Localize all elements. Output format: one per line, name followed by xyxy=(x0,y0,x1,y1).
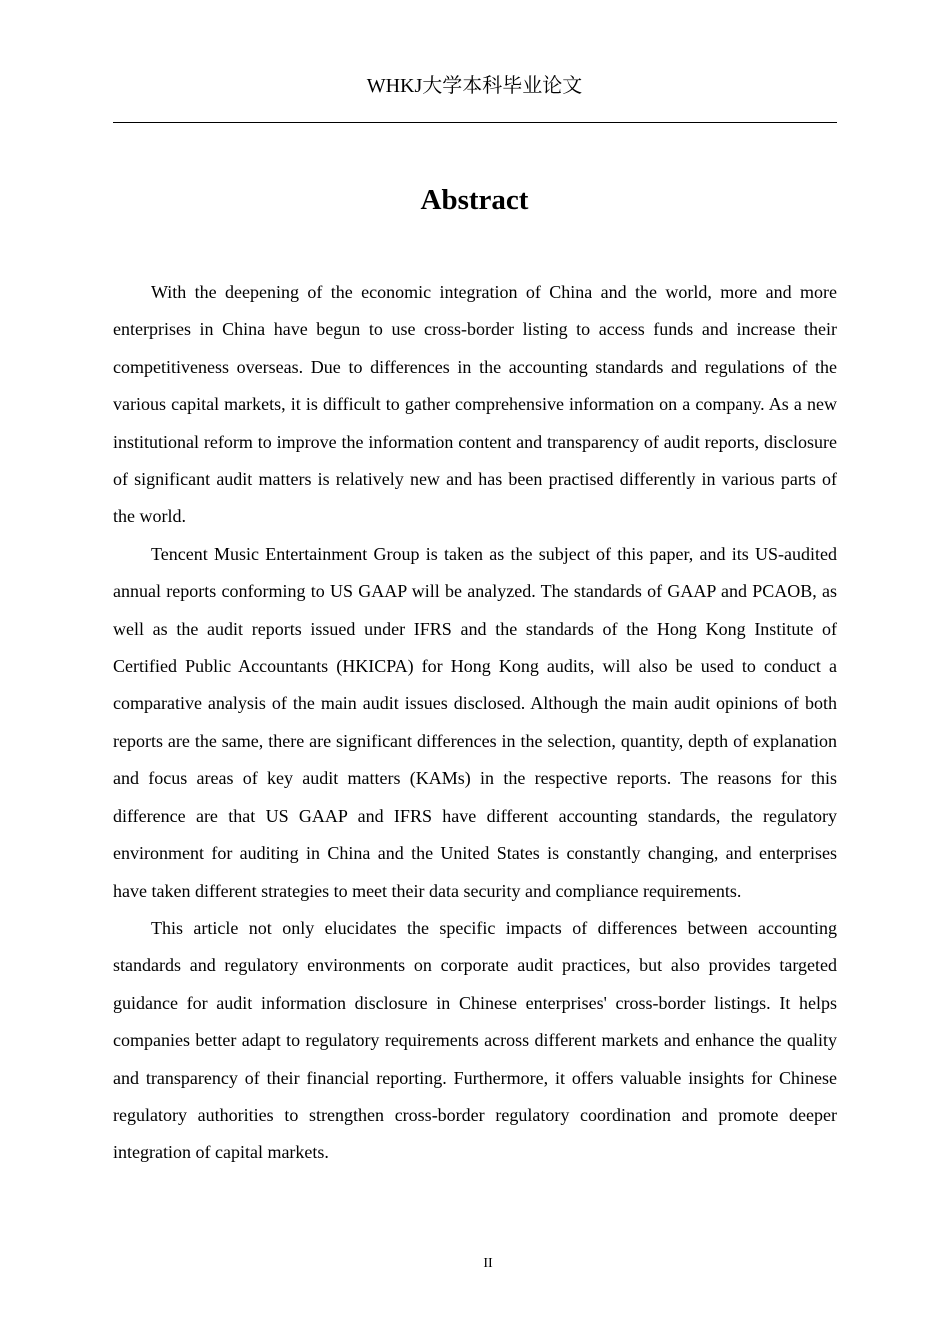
abstract-body xyxy=(113,274,837,1172)
abstract-paragraph-2: Tencent Music Entertainment Group is taken as the subject of this paper, and its US-audited annual reports conforming to US GAAP will be analyzed. The standards of GAAP and PCAOB, as well as the audit reports issued under IFRS and the standards of the Hong Kong Institute of Certified Public Accountants (HKICPA) for Hong Kong audits, will also be used to conduct a comparative analysis of the main audit issues disclosed. Although the main audit opinions of both reports are the same, there are significant differences in the selection, quantity, depth of explanation and focus areas of key audit matters (KAMs) in the respective reports. The reasons for this difference are that US GAAP and IFRS have different accounting standards, the regulatory environment for auditing in China and the United States is constantly changing, and enterprises have taken different strategies to meet their data security and compliance requirements. xyxy=(113,543,837,901)
page-number: II xyxy=(483,1256,493,1271)
page-title: Abstract xyxy=(420,184,529,216)
abstract-paragraph-3: This article not only elucidates the specific impacts of differences between accounting standards and regulatory environments on corporate audit practices, but also provides targeted guidance for audit information disclosure in Chinese enterprises' cross-border listings. It helps companies better adapt to regulatory requirements across different markets and enhance the quality and transparency of their financial reporting. Furthermore, it offers valuable insights for Chinese regulatory authorities to strengthen cross-border regulatory coordination and promote deeper integration of capital markets. xyxy=(113,917,837,1163)
running-header: WHKJ大学本科毕业论文 xyxy=(366,75,583,97)
header-rule xyxy=(113,122,837,123)
abstract-paragraph-1: With the deepening of the economic integration of China and the world, more and more enterprises in China have begun to use cross-border listing to access funds and increase their competitiveness overseas. Due to differences in the accounting standards and regulations of the various capital markets, it is difficult to gather comprehensive information on a company. As a new institutional reform to improve the information content and transparency of audit reports, disclosure of significant audit matters is relatively new and has been practised differently in various parts of the world. xyxy=(113,282,837,527)
